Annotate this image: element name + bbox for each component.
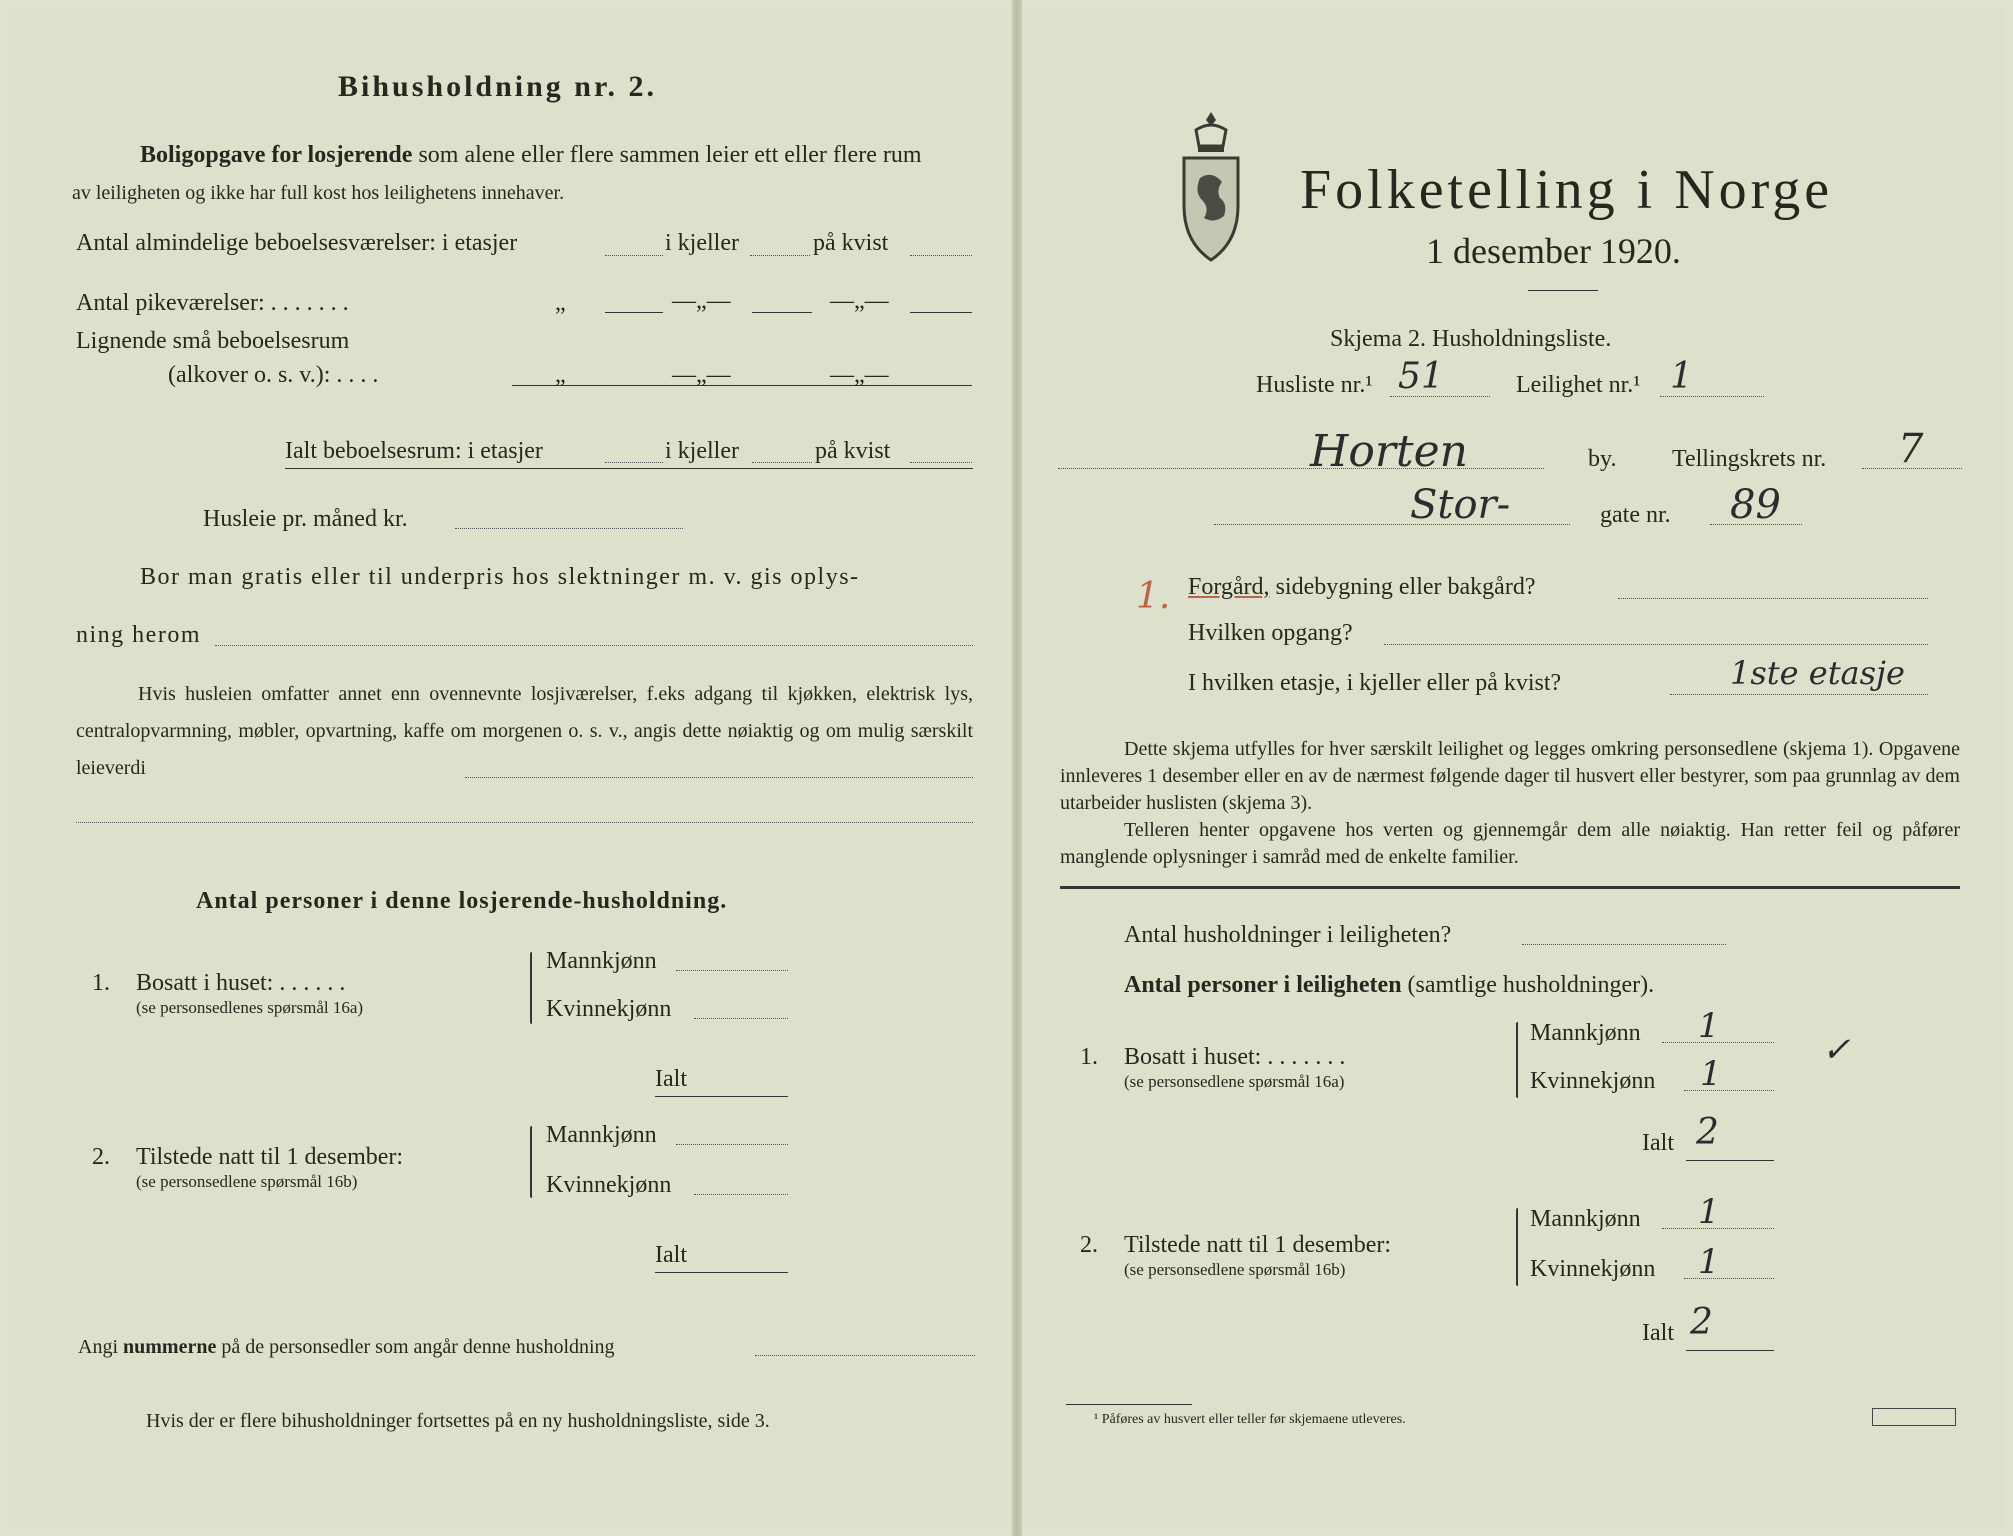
r-q1-ialt-field [1686, 1160, 1774, 1161]
ditto-pair: —„— [672, 288, 731, 314]
r-q1-mann-field [1662, 1042, 1774, 1043]
kjeller-label: i kjeller [665, 438, 739, 464]
q2-brace [530, 1126, 532, 1198]
ialt-etasjer-field[interactable] [605, 462, 663, 463]
antal-husholdninger-field[interactable] [1522, 944, 1726, 945]
q1-kvinne-label: Kvinnekjønn [546, 996, 672, 1022]
r-q1-label: Bosatt i huset: . . . . . . . [1124, 1044, 1346, 1070]
skjema-label: Skjema 2. Husholdningsliste. [1330, 326, 1612, 352]
footnote-rule [1066, 1404, 1192, 1405]
bor-field[interactable] [215, 645, 973, 646]
instructions-p1: Dette skjema utfylles for hver særskilt leilighet og legges omkring personsedlene (skjema 1). Opgavene innleveres 1 desember eller en av de nærmest følgende dager til husvert eller bestyrer, som paa grunnlag av dem utarbeider huslisten (skjema 3). [1060, 738, 1960, 814]
forgard-field[interactable] [1618, 598, 1928, 599]
r-q2-kvinne-field [1684, 1278, 1774, 1279]
leilighet-label: Leilighet nr.¹ [1516, 372, 1641, 398]
r-q1-brace [1516, 1022, 1518, 1098]
r-q1-num: 1. [1080, 1044, 1098, 1070]
intro-line-1 [140, 142, 922, 169]
norway-coat-of-arms-icon [1180, 108, 1242, 264]
antal-husholdninger-label: Antal husholdninger i leiligheten? [1124, 922, 1452, 948]
r-q2-mann-value[interactable]: 1 [1698, 1192, 1720, 1232]
r-q1-mann-label: Mannkjønn [1530, 1020, 1641, 1046]
q1-mann-field[interactable] [676, 970, 788, 971]
intro-line-2: av leiligheten og ikke har full kost hos leilighetens innehaver. [72, 182, 565, 204]
left-footer: Hvis der er flere bihusholdninger fortsettes på en ny husholdningsliste, side 3. [146, 1410, 770, 1432]
etasje-field [1670, 694, 1928, 695]
by-label: by. [1588, 446, 1617, 472]
by-value[interactable]: Horten [1310, 426, 1468, 477]
q1-label: Bosatt i huset: . . . . . . [136, 970, 346, 996]
gate-nr-value[interactable]: 89 [1730, 482, 1781, 528]
gate-nr-field [1710, 524, 1802, 525]
leieverdi-field-2[interactable] [76, 822, 973, 823]
q2-kvinne-label: Kvinnekjønn [546, 1172, 672, 1198]
bor-line-1: Bor man gratis eller til underpris hos slektninger m. v. gis oplys- [140, 564, 860, 590]
leieverdi-field[interactable] [465, 777, 973, 778]
form-title: Folketelling i Norge [1300, 159, 1834, 221]
row-almindelige-label: Antal almindelige beboelsesværelser: i etasjer [76, 230, 518, 256]
instructions-p2: Telleren henter opgavene hos verten og gjennemgår dem alle nøiaktig. Han retter feil og påfører manglende oplysninger i samråd med de enkelte familier. [1060, 819, 1960, 868]
footnote: ¹ Påføres av husvert eller teller før skjemaene utleveres. [1094, 1412, 1406, 1427]
r-q2-ialt-label: Ialt [1642, 1320, 1674, 1346]
tellingskrets-field [1862, 468, 1962, 469]
q1-kvinne-field[interactable] [694, 1018, 788, 1019]
r-q1-mann-value[interactable]: 1 [1698, 1006, 1720, 1046]
antal-personer-line [1124, 972, 1654, 999]
husliste-value[interactable]: 51 [1398, 356, 1444, 397]
ialt-kvist-field[interactable] [910, 462, 972, 463]
q1-ialt-label: Ialt [655, 1066, 687, 1092]
tellingskrets-value[interactable]: 7 [1898, 426, 1924, 472]
husliste-label: Husliste nr.¹ [1256, 372, 1373, 398]
husleie-field[interactable] [455, 528, 683, 529]
q2-label: Tilstede natt til 1 desember: [136, 1144, 404, 1170]
r-q2-mann-field [1662, 1228, 1774, 1229]
husleie-label: Husleie pr. måned kr. [203, 506, 408, 532]
q1-sub: (se personsedlenes spørsmål 16a) [136, 998, 364, 1017]
tellingskrets-label: Tellingskrets nr. [1672, 446, 1827, 472]
lignende-field-line[interactable] [512, 385, 972, 386]
section-divider [1060, 886, 1960, 889]
ditto-pair: —„— [830, 288, 889, 314]
kjeller-field[interactable] [750, 255, 810, 256]
ialt-underline [285, 468, 973, 469]
forgard-line [1188, 574, 1535, 601]
etasjer-field[interactable] [605, 255, 663, 256]
r-q2-brace [1516, 1208, 1518, 1286]
q2-ialt-label: Ialt [655, 1242, 687, 1268]
ditto-mark: „ [555, 290, 566, 316]
date-underline [1528, 290, 1598, 291]
printer-stamp [1872, 1408, 1956, 1426]
q2-mann-label: Mannkjønn [546, 1122, 657, 1148]
kjeller-label: i kjeller [665, 230, 739, 256]
r-q2-ialt-field [1686, 1350, 1774, 1351]
q2-kvinne-field[interactable] [694, 1194, 788, 1195]
angi-field[interactable] [755, 1355, 975, 1356]
q1-ialt-field[interactable] [655, 1096, 788, 1097]
r-q1-kvinne-label: Kvinnekjønn [1530, 1068, 1656, 1094]
r-q1-sub: (se personsedlene spørsmål 16a) [1124, 1072, 1345, 1091]
r-q1-kvinne-value[interactable]: 1 [1700, 1054, 1722, 1094]
hvis-text: Hvis husleien omfatter annet enn ovennevnte losjiværelser, f.eks adgang til kjøkken, elektrisk lys, centralopvarmning, møbler, opvartning, kaffe om morgenen o. s. v., angis dette nøiaktig og om mulig særskilt leieverdi [76, 683, 973, 779]
q1-brace [530, 952, 532, 1024]
ditto-mark: „ [555, 362, 566, 388]
row-lignende-label-1: Lignende små beboelsesrum [76, 328, 350, 354]
q1-num: 1. [92, 970, 110, 996]
antal-personer-bold: Antal personer i leiligheten [1124, 972, 1402, 998]
kvist-label: på kvist [815, 438, 891, 464]
q2-ialt-field[interactable] [655, 1272, 788, 1273]
forgard-word[interactable]: Forgård, [1188, 574, 1270, 600]
r-q2-kvinne-label: Kvinnekjønn [1530, 1256, 1656, 1282]
opgang-field[interactable] [1384, 644, 1928, 645]
angi-post: på de personsedler som angår denne husholdning [221, 1336, 615, 1358]
r-q2-kvinne-value[interactable]: 1 [1698, 1242, 1720, 1282]
ialt-beboelsesrum-label: Ialt beboelsesrum: i etasjer [285, 438, 543, 464]
q2-sub: (se personsedlene spørsmål 16b) [136, 1172, 358, 1191]
kvist-field[interactable] [910, 255, 972, 256]
pike-kvist-field[interactable] [910, 312, 972, 313]
pike-etasjer-field[interactable] [605, 312, 663, 313]
gate-value[interactable]: Stor- [1410, 482, 1511, 528]
antal-heading-left: Antal personer i denne losjerende-husholdning. [196, 888, 728, 914]
r-q1-ialt-label: Ialt [1642, 1130, 1674, 1156]
row-lignende-label-2: (alkover o. s. v.): . . . . [168, 362, 379, 388]
r-q2-mann-label: Mannkjønn [1530, 1206, 1641, 1232]
r-q2-label: Tilstede natt til 1 desember: [1124, 1232, 1392, 1258]
gate-field [1214, 524, 1570, 525]
angi-line [78, 1336, 615, 1359]
kvist-label: på kvist [813, 230, 889, 256]
ialt-kjeller-field[interactable] [752, 462, 812, 463]
r-q1-kvinne-field [1684, 1090, 1774, 1091]
left-heading: Bihusholdning nr. 2. [338, 70, 658, 103]
by-field [1058, 468, 1544, 469]
q2-num: 2. [92, 1144, 110, 1170]
gate-label: gate nr. [1600, 502, 1671, 528]
intro-bold: Boligopgave for losjerende [140, 142, 413, 168]
angi-pre: Angi [78, 1336, 118, 1358]
forgard-rest: sidebygning eller bakgård? [1275, 574, 1536, 600]
antal-personer-rest: (samtlige husholdninger). [1407, 972, 1655, 998]
r-q2-num: 2. [1080, 1232, 1098, 1258]
q2-mann-field[interactable] [676, 1144, 788, 1145]
intro-rest: som alene eller flere sammen leier ett eller flere rum [418, 142, 922, 168]
ditto-pair: —„— [830, 362, 889, 388]
ditto-pair: —„— [672, 362, 731, 388]
check-mark-icon: ✓ [1822, 1030, 1851, 1070]
row-pikevaerelser-label: Antal pikeværelser: . . . . . . . [76, 290, 349, 316]
page-fold [1012, 0, 1022, 1536]
etasje-value[interactable]: 1ste etasje [1730, 654, 1905, 692]
husliste-field [1390, 396, 1490, 397]
q1-mann-label: Mannkjønn [546, 948, 657, 974]
forgard-mark: 1. [1136, 576, 1171, 617]
etasje-label: I hvilken etasje, i kjeller eller på kvist? [1188, 670, 1562, 696]
r-q2-ialt-value[interactable]: 2 [1690, 1302, 1713, 1343]
leilighet-field [1660, 396, 1764, 397]
pike-kjeller-field[interactable] [752, 312, 812, 313]
opgang-label: Hvilken opgang? [1188, 620, 1353, 646]
r-q2-sub: (se personsedlene spørsmål 16b) [1124, 1260, 1346, 1279]
leilighet-value[interactable]: 1 [1670, 356, 1693, 397]
angi-bold: nummerne [123, 1336, 217, 1358]
bor-line-2: ning herom [76, 622, 201, 648]
form-date: 1 desember 1920. [1426, 231, 1681, 271]
r-q1-ialt-value[interactable]: 2 [1696, 1112, 1719, 1153]
